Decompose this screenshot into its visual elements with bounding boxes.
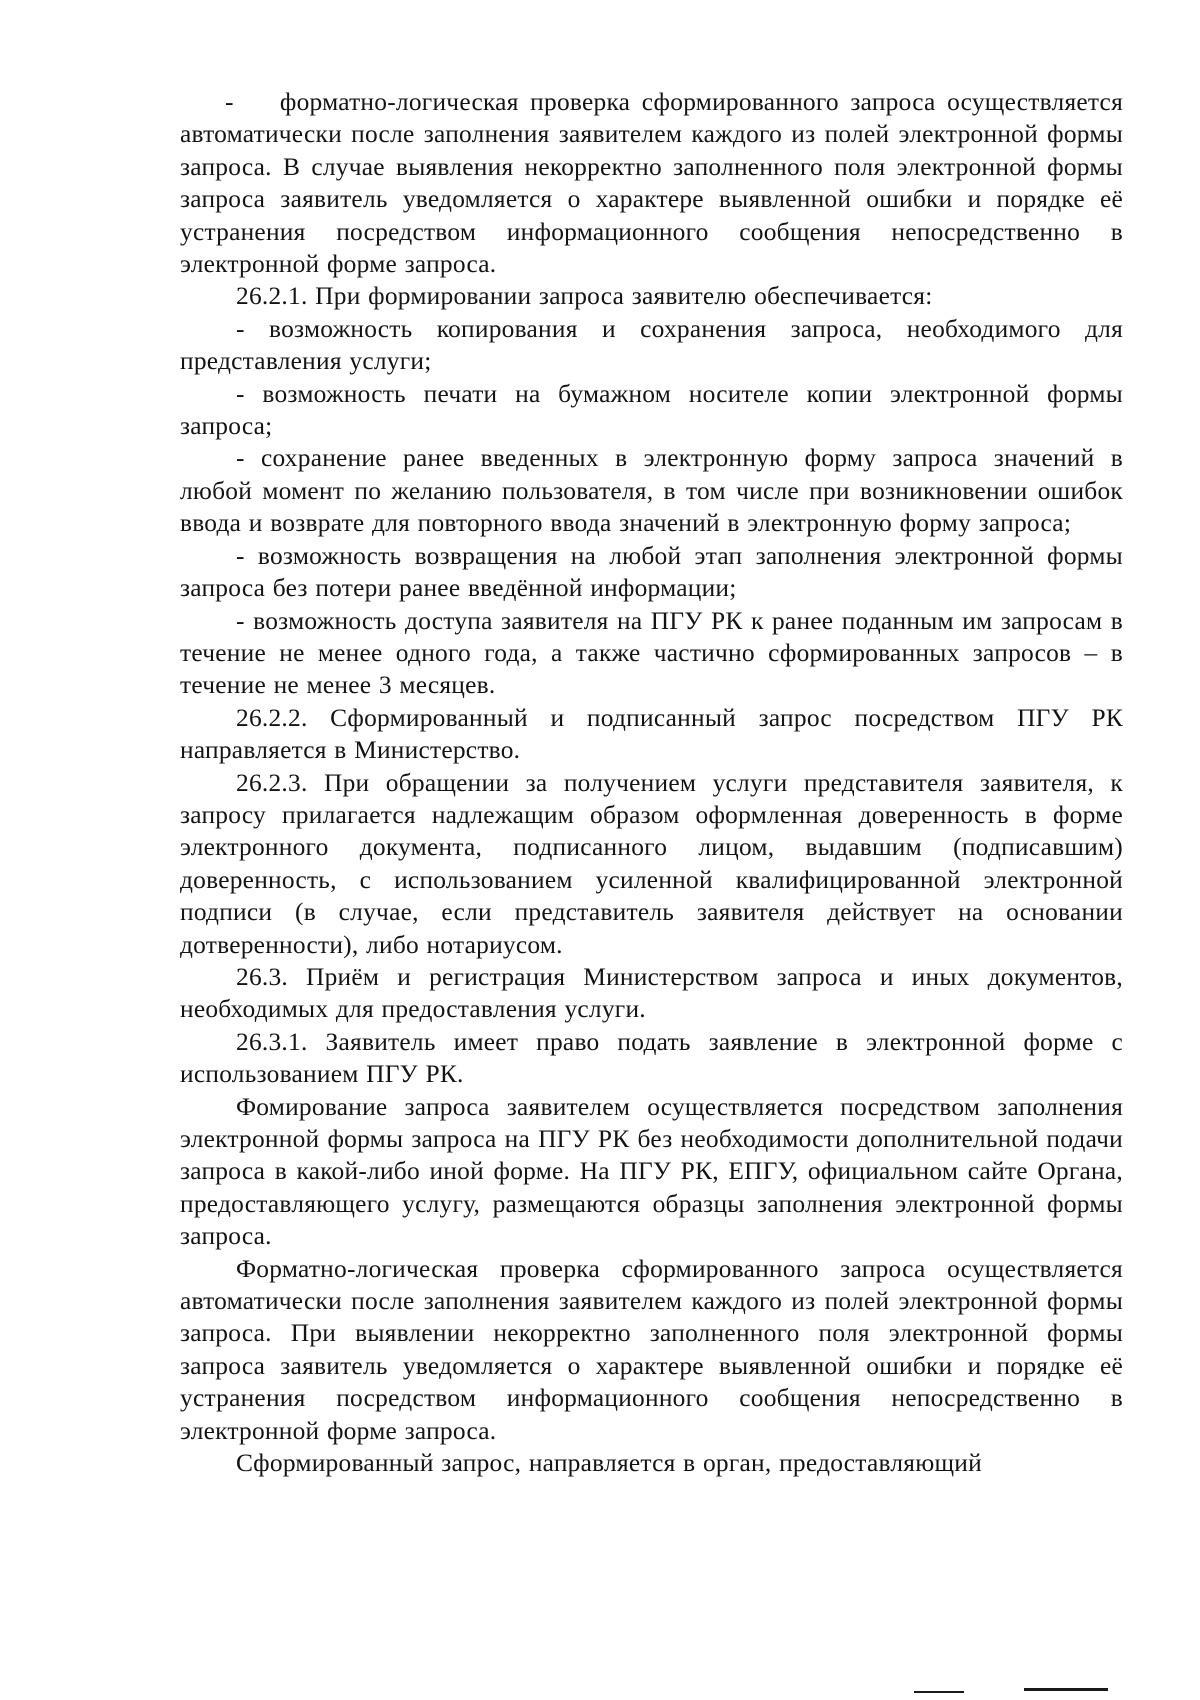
scan-edge-marks xyxy=(0,1688,1200,1700)
paragraph-26-2-1: 26.2.1. При формировании запроса заявителю обеспечивается: xyxy=(236,282,933,311)
paragraph-26-3-1: 26.3.1. Заявитель имеет право подать заявление в электронной форме с использованием ПГУ РК. xyxy=(180,1027,1123,1089)
paragraph-format-check-bullet: - форматно-логическая проверка сформированного запроса осуществляется автоматически после заполнения заявителем каждого из полей электронной формы запроса. В случае выявления некорректно заполненного поля электронной формы запроса заявитель уведомляется о характере выявленной ошибки и порядке её устранения посредством информационного сообщения непосредственно в электронной форме запроса. xyxy=(180,88,1123,279)
document-body xyxy=(180,86,1123,1479)
paragraph-request-sent: Сформированный запрос, направляется в орган, предоставляющий xyxy=(236,1449,982,1478)
paragraph-26-2-3: 26.2.3. При обращении за получением услуги представителя заявителя, к запросу прилагается надлежащим образом оформленная доверенность в форме электронного документа, подписанного лицом, выдавшим (подписавшим) доверенность, с использованием усиленной квалифицированной электронной подписи (в случае, если представитель заявителя действует на основании дотверенности), либо нотариусом. xyxy=(180,768,1123,959)
list-item-copy-save: - возможность копирования и сохранения запроса, необходимого для представления услуги; xyxy=(180,314,1123,376)
list-item-print: - возможность печати на бумажном носителе копии электронной формы запроса; xyxy=(180,379,1123,441)
paragraph-request-forming: Фомирование запроса заявителем осуществляется посредством заполнения электронной формы запроса на ПГУ РК без необходимости дополнительной подачи запроса в какой-либо иной форме. На ПГУ РК, ЕПГУ, официальном сайте Органа, предоставляющего услугу, размещаются образцы заполнения электронной формы запроса. xyxy=(180,1092,1123,1251)
scan-mark-right xyxy=(1024,1688,1108,1691)
scan-mark-left xyxy=(914,1691,964,1693)
paragraph-format-check: Форматно-логическая проверка сформированного запроса осуществляется автоматически после заполнения заявителем каждого из полей электронной формы запроса. При выявлении некорректно заполненного поля электронной формы запроса заявитель уведомляется о характере выявленной ошибки и порядке её устранения посредством информационного сообщения непосредственно в электронной форме запроса. xyxy=(180,1254,1123,1445)
paragraph-26-3: 26.3. Приём и регистрация Министерством запроса и иных документов, необходимых для предоставления услуги. xyxy=(180,962,1123,1024)
paragraph-26-2-2: 26.2.2. Сформированный и подписанный запрос посредством ПГУ РК направляется в Министерство. xyxy=(180,703,1123,765)
list-item-access-requests: - возможность доступа заявителя на ПГУ РК к ранее поданным им запросам в течение не менее одного года, а также частично сформированных запросов – в течение не менее 3 месяцев. xyxy=(180,606,1123,700)
list-item-return-step: - возможность возвращения на любой этап заполнения электронной формы запроса без потери ранее введённой информации; xyxy=(180,541,1123,603)
list-item-save-values: - сохранение ранее введенных в электронную форму запроса значений в любой момент по желанию пользователя, в том числе при возникновении ошибок ввода и возврате для повторного ввода значений в электронную форму запроса; xyxy=(180,444,1123,538)
